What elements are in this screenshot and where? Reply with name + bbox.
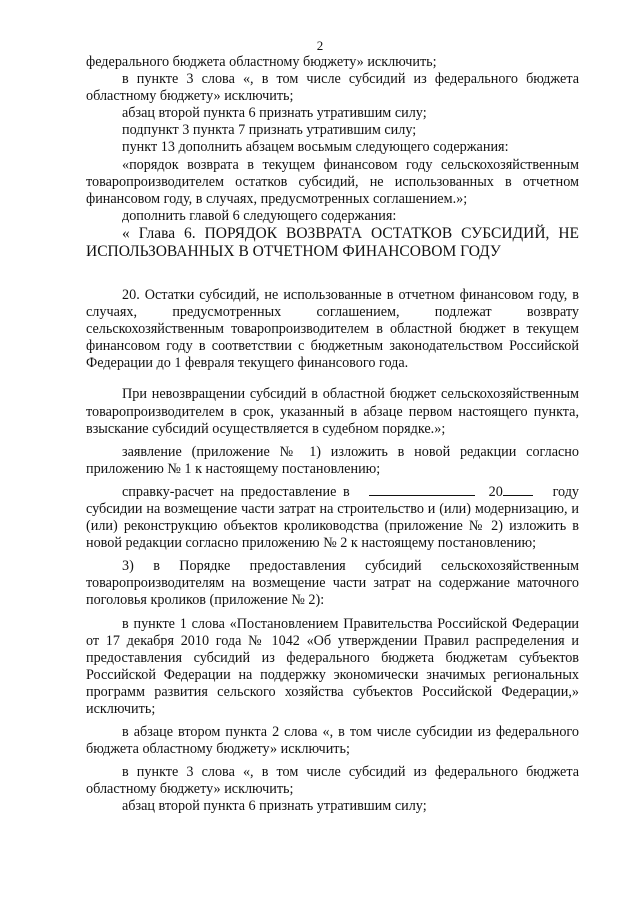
blank-line (503, 484, 533, 496)
paragraph: «порядок возврата в текущем финансовом году сельскохозяйственным товаропроизводителем остатков субсидий, не использованных в отчетном финансовом году, в случаях, предусмотренных соглашением.»; (86, 156, 579, 207)
page-number: 2 (316, 38, 324, 53)
paragraph: заявление (приложение № 1) изложить в новой редакции согласно приложению № 1 к настоящему постановлению; (86, 443, 579, 477)
paragraph: дополнить главой 6 следующего содержания: (122, 207, 397, 224)
spravka-text-1: справку-расчет на предоставление в (122, 483, 350, 500)
spravka-year: 20 (488, 483, 503, 500)
paragraph: абзац второй пункта 6 признать утратившим силу; (122, 105, 427, 122)
paragraph: в пункте 3 слова «, в том числе субсидий из федерального бюджета областному бюджету» исключить; (86, 71, 579, 105)
paragraph: 3) в Порядке предоставления субсидий сельскохозяйственным товаропроизводителям на возмещение части затрат на содержание маточного поголовья кроликов (приложение № 2): (86, 558, 579, 609)
paragraph: 20. Остатки субсидий, не использованные в отчетном финансовом году, в случаях, предусмотренных соглашением, подлежат возврату сельскохозяйственным товаропроизводителем в областной бюджет в текущем финансовом году в соответствии с бюджетным законодательством Российской Федерации до 1 февраля текущего финансового года. (86, 286, 579, 372)
paragraph: в пункте 3 слова «, в том числе субсидий из федерального бюджета областному бюджету» исключить; (86, 764, 579, 798)
document-body (86, 54, 579, 816)
paragraph: абзац второй пункта 6 признать утратившим силу; (122, 798, 427, 815)
spravka-text-2: году субсидии на возмещение части затрат на строительство и (или) модернизацию, и (или) реконструкцию объектов кролиководства (приложение № 2) изложить в новой редакции согласно приложению № 2 к настоящему постановлению; (86, 483, 580, 552)
paragraph: в пункте 1 слова «Постановлением Правительства Российской Федерации от 17 декабря 2010 года № 1042 «Об утверждении Правил распределения и предоставления субсидий из федерального бюджета бюджетам субъектов Российской Федерации на поддержку экономически значимых региональных программ развития сельского хозяйства субъектов Российской Федерации,» исключить; (86, 615, 579, 717)
chapter-heading: « Глава 6. ПОРЯДОК ВОЗВРАТА ОСТАТКОВ СУБСИДИЙ, НЕ ИСПОЛЬЗОВАННЫХ В ОТЧЕТНОМ ФИНАНСОВОМ ГОДУ (86, 224, 579, 260)
paragraph: федерального бюджета областному бюджету» исключить; (86, 54, 437, 70)
paragraph: в абзаце втором пункта 2 слова «, в том числе субсидии из федерального бюджета областному бюджету» исключить; (86, 724, 579, 758)
paragraph: пункт 13 дополнить абзацем восьмым следующего содержания: (122, 139, 509, 156)
blank-line (369, 484, 475, 496)
spravka-paragraph (86, 484, 579, 552)
paragraph: подпункт 3 пункта 7 признать утратившим силу; (122, 122, 417, 139)
paragraph: При невозвращении субсидий в областной бюджет сельскохозяйственным товаропроизводителем в срок, указанный в абзаце первом настоящего пункта, взыскание субсидий осуществляется в судебном порядке.»; (86, 386, 579, 437)
